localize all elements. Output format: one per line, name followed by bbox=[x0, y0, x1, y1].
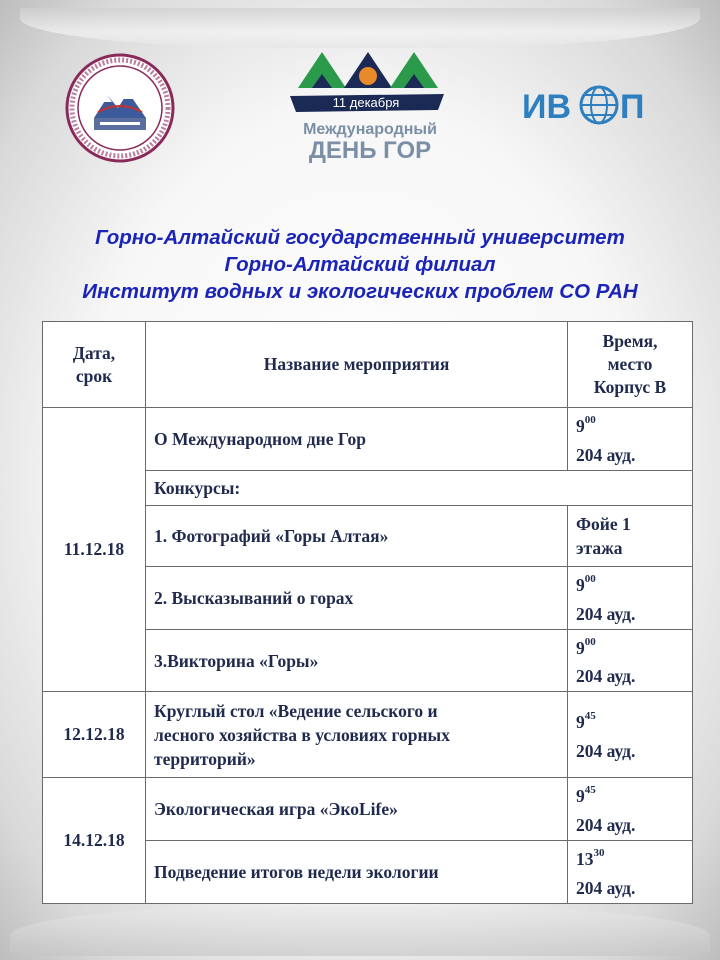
time-cell bbox=[568, 692, 693, 778]
place-line2: этажа bbox=[576, 537, 623, 558]
event-room: 204 ауд. bbox=[576, 740, 636, 761]
event-room: 204 ауд. bbox=[576, 603, 636, 624]
event-name: Экологическая игра «ЭкоLife» bbox=[146, 778, 568, 841]
event-name: Подведение итогов недели экологии bbox=[146, 841, 568, 904]
header-institute: Институт водных и экологических проблем СО РАН bbox=[82, 280, 638, 303]
event-room: 204 ауд. bbox=[576, 444, 636, 465]
header-time-place bbox=[568, 322, 693, 408]
place-line1: Фойе 1 bbox=[576, 513, 631, 534]
event-minutes: 00 bbox=[584, 572, 596, 585]
time-cell bbox=[568, 566, 693, 629]
event-minutes: 45 bbox=[584, 710, 596, 723]
header-date-line1: Дата, bbox=[72, 342, 116, 363]
paper-curl-bottom bbox=[10, 906, 710, 956]
table-row bbox=[43, 692, 693, 778]
event-name bbox=[146, 692, 568, 778]
header-time-line1: Время, bbox=[602, 331, 658, 351]
institute-abbr-right: П bbox=[620, 88, 645, 126]
header-branch: Горно-Алтайский филиал bbox=[224, 253, 496, 276]
mountain-day-line1: Международный bbox=[303, 121, 437, 138]
table-header-row bbox=[43, 322, 693, 408]
event-minutes: 00 bbox=[584, 414, 596, 426]
event-name: О Международном дне Гор bbox=[146, 408, 568, 471]
event-name-line3: территорий» bbox=[154, 748, 256, 769]
date-cell: 12.12.18 bbox=[43, 692, 146, 778]
event-hour: 9 bbox=[576, 786, 585, 807]
header-event-name: Название мероприятия bbox=[146, 322, 568, 408]
event-hour: 9 bbox=[576, 574, 585, 595]
event-minutes: 30 bbox=[593, 847, 605, 860]
mountain-day-date: 11 декабря bbox=[332, 95, 400, 110]
event-name: 1. Фотографий «Горы Алтая» bbox=[146, 505, 568, 566]
event-name-line1: Круглый стол «Ведение сельского и bbox=[154, 700, 438, 721]
header-block bbox=[0, 224, 720, 305]
mountain-day-logo bbox=[286, 44, 450, 168]
event-room: 204 ауд. bbox=[576, 815, 636, 836]
event-hour: 9 bbox=[576, 711, 585, 732]
time-cell bbox=[568, 408, 693, 471]
table-row bbox=[43, 408, 693, 471]
institute-abbr-left: ИВ bbox=[522, 88, 571, 126]
event-hour: 9 bbox=[576, 637, 585, 658]
event-name-line2: лесного хозяйства в условиях горных bbox=[154, 724, 450, 745]
paper-curl-top bbox=[20, 8, 700, 48]
university-seal-logo bbox=[64, 52, 176, 164]
institute-logo bbox=[520, 76, 660, 132]
mountain-day-line2: ДЕНЬ ГОР bbox=[308, 137, 432, 164]
time-cell bbox=[568, 629, 693, 692]
event-room: 204 ауд. bbox=[576, 666, 636, 687]
header-date bbox=[43, 322, 146, 408]
event-name: 2. Высказываний о горах bbox=[146, 566, 568, 629]
header-university: Горно-Алтайский государственный университет bbox=[95, 226, 625, 249]
event-room: 204 ауд. bbox=[576, 878, 636, 899]
event-hour: 13 bbox=[576, 849, 594, 870]
event-name: Конкурсы: bbox=[146, 470, 693, 505]
event-name: 3.Викторина «Горы» bbox=[146, 629, 568, 692]
date-cell: 14.12.18 bbox=[43, 778, 146, 904]
event-minutes: 45 bbox=[584, 784, 596, 797]
time-cell bbox=[568, 841, 693, 904]
event-hour: 9 bbox=[576, 415, 585, 436]
event-minutes: 00 bbox=[584, 635, 596, 648]
events-table bbox=[42, 321, 693, 904]
date-cell: 11.12.18 bbox=[43, 408, 146, 692]
place-cell bbox=[568, 505, 693, 566]
table-row bbox=[43, 778, 693, 841]
header-time-line3: Корпус В bbox=[593, 377, 667, 397]
header-date-line2: срок bbox=[75, 365, 113, 386]
time-cell bbox=[568, 778, 693, 841]
header-time-line2: место bbox=[607, 354, 653, 374]
